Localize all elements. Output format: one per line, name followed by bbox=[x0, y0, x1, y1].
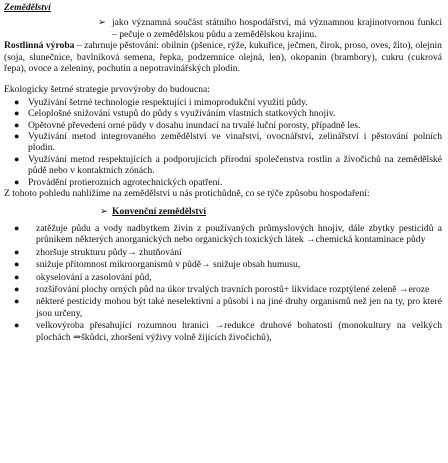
plant-production-text: – zahrnuje pěstování: obilnin (pšenice, rýže, kukuřice, ječmen, čirok, proso, oves, žito), olejnin (soja, slunečnice, bavlníková semena, řepka, podzemnice olejná, len), okopanin (brambory), cukru (cukrová řepa), ovoce a zeleniny, pochutin a nepotravinářských plodin. bbox=[4, 40, 442, 75]
bullet-icon: ● bbox=[14, 176, 20, 187]
bullet-icon: ● bbox=[14, 153, 20, 164]
bullet-icon: ● bbox=[14, 296, 20, 307]
section-title: Zemědělství bbox=[4, 2, 51, 13]
list-item: ● Využívání metod integrovaného zemědělství ve vinařství, ovocnářství, zelinářství i pěstování polních plodin. bbox=[14, 131, 442, 154]
arrow-bullet-icon: ➢ bbox=[98, 17, 107, 29]
perspective-paragraph: Z tohoto pohledu nahlížíme na zemědělství u nás protichůdně, co se týče způsobu hospodaření: bbox=[4, 188, 370, 200]
intro-arrow-text: jako významná součást státního hospodářství, má významnou krajinotvornou funkci – pečuje o zemědělskou půdu a zemědělskou krajinu. bbox=[112, 17, 442, 40]
list-item: ● okyselování a zasolování půd, bbox=[14, 271, 152, 283]
conventional-heading-row bbox=[4, 206, 442, 217]
conventional-heading: Konvenční zemědělství bbox=[112, 205, 207, 217]
eco-strategies-intro: Ekologicky šetrné strategie prvovýroby do budoucna: bbox=[4, 84, 210, 96]
arrow-bullet-icon: ➢ bbox=[100, 205, 109, 217]
list-item: ● Využívání šetrné technologie respektující i mimoprodukční využití půdy. bbox=[14, 96, 308, 108]
bullet-icon: ● bbox=[14, 119, 20, 130]
plant-production-paragraph bbox=[4, 40, 442, 74]
bullet-icon: ● bbox=[14, 259, 20, 270]
bullet-icon: ● bbox=[14, 271, 20, 282]
list-item: ● Opětovné převedení orné půdy v dosahu inundací na trvalé luční porosty, případně les. bbox=[14, 119, 361, 131]
plant-production-label: Rostlinná výroba bbox=[4, 40, 75, 52]
bullet-icon: ● bbox=[14, 246, 20, 257]
conventional-farming-list bbox=[4, 223, 442, 343]
bullet-icon: ● bbox=[14, 283, 20, 294]
eco-strategies-list bbox=[4, 97, 442, 188]
bullet-icon: ● bbox=[14, 131, 20, 142]
intro-arrow-item bbox=[4, 17, 442, 40]
bullet-icon: ● bbox=[14, 320, 20, 331]
bullet-icon: ● bbox=[14, 222, 20, 233]
list-item: ● snižuje přítomnost mikroorganismů v půdě→ snižuje obsah humusu, bbox=[14, 259, 301, 271]
list-item: ● Celoplošné snižování vstupů do půdy s využíváním vlastních statkových hnojiv. bbox=[14, 108, 336, 120]
list-item: ● Využívání metod respektujících a podporujících přírodní společenstva rostlin a živočichů na zemědělské půdě nebo v kontaktních zónách. bbox=[14, 153, 442, 177]
bullet-icon: ● bbox=[14, 108, 20, 119]
list-item: ● zhoršuje strukturu půdy→ zhutňování bbox=[14, 246, 182, 258]
list-item: ● některé pesticidy mohou být také neselektivní a působí i na jiné druhy organismů než jen na ty, pro které jsou určeny, bbox=[14, 296, 442, 319]
document-page bbox=[4, 2, 442, 344]
list-item: ● rozšiřování plochy orných půd na úkor trvalých travních porostů+ likvidace rozptýlené zeleně →eroze bbox=[14, 283, 430, 295]
list-item: ● zatěžuje půdu a vody nadbytkem živin z používaných průmyslových hnojiv, dále zbytky pesticidů a průnikem některých anorganických nebo organických toxických látek →chemická kontaminace půdy bbox=[14, 222, 442, 246]
list-item: ● Provádění protierozních agrotechnických opatření. bbox=[14, 176, 223, 188]
list-item: ● velkovýroba přesahující rozumnou hranici →redukce druhové bohatosti (monokultury na velkých plochách ⇒škůdci, zhoršení výživy volně žijících živočichů), bbox=[14, 320, 442, 343]
bullet-icon: ● bbox=[14, 96, 20, 107]
